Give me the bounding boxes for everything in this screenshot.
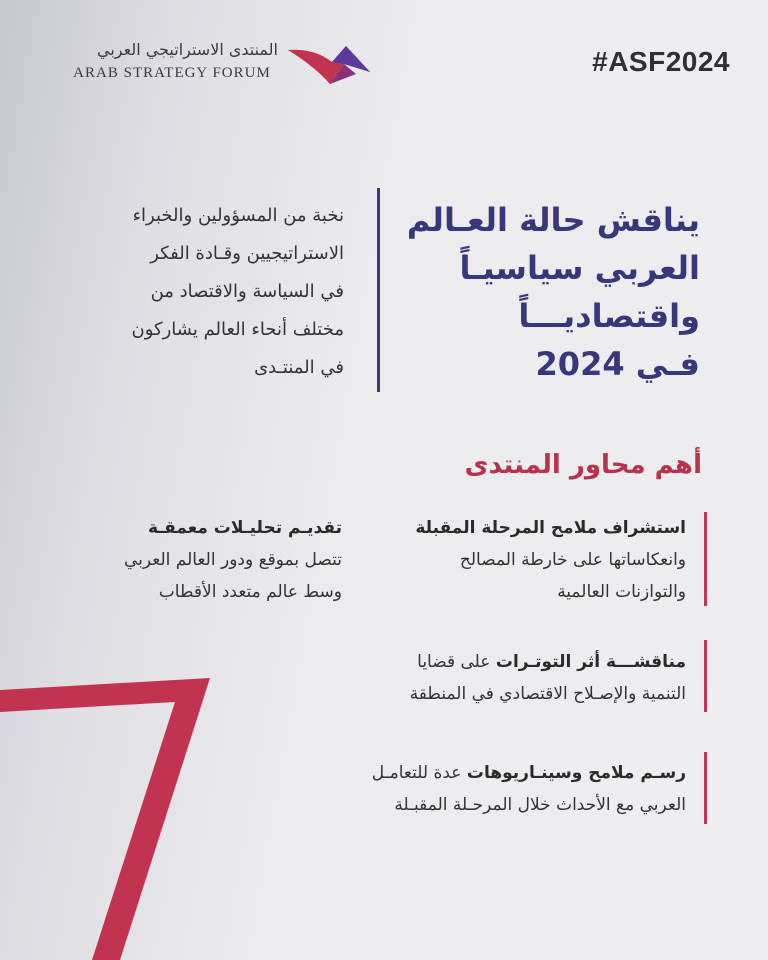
forum-logo-icon (284, 44, 374, 88)
topic-line: وسط عالم متعدد الأقطاب (158, 582, 342, 602)
headline-line: فـي 2024 (535, 345, 700, 383)
section-title: أهم محاور المنتدى (464, 450, 702, 480)
topic-item (60, 512, 342, 608)
headline-line: يناقش حالة العـالم (406, 201, 700, 239)
topic-heading: رسـم ملامح وسينـاريوهات (466, 763, 686, 783)
topic-item (300, 646, 686, 710)
topic-accent-bar (704, 640, 707, 712)
chevron-stroke (0, 678, 210, 960)
topic-accent-bar (704, 512, 707, 606)
topic-line: وانعكاساتها على خارطة المصالح (459, 550, 686, 570)
topic-accent-bar (704, 752, 707, 824)
topic-heading: تقديـم تحليـلات معمقـة (148, 518, 342, 538)
intro-line: نخبة من المسؤولين والخبراء (132, 205, 344, 226)
topic-heading: مناقشـــة أثر التوتـرات (495, 652, 686, 672)
headline-line: العربي سياسيـاً (459, 249, 700, 287)
topic-heading: استشراف ملامح المرحلة المقبلة (415, 518, 686, 538)
topic-line: التنمية والإصـلاح الاقتصادي في المنطقة (409, 684, 686, 704)
headline-line: واقتصاديـــاً (518, 297, 700, 335)
logo-english-text: ARAB STRATEGY FORUM (73, 65, 271, 81)
topic-heading-rest: على قضايا (417, 652, 491, 672)
headline-divider (377, 188, 380, 392)
topic-item (380, 512, 686, 608)
headline (400, 196, 700, 388)
logo-arabic-text: المنتدى الاستراتيجي العربي (97, 40, 278, 59)
intro-line: في السياسة والاقتصاد من (150, 281, 344, 302)
topic-line: تتصل بموقع ودور العالم العربي (124, 550, 342, 570)
intro-line: الاستراتيجيين وقـادة الفكر (150, 243, 344, 264)
intro-line: مختلف أنحاء العالم يشاركون (131, 319, 344, 340)
topic-item (300, 757, 686, 821)
topic-heading-rest: عدة للتعامـل (371, 763, 462, 783)
intro-line: في المنتـدى (254, 357, 344, 378)
topic-line: العربي مع الأحداث خلال المرحـلة المقبـلة (394, 795, 686, 815)
hashtag: #ASF2024 (592, 46, 730, 77)
intro-paragraph (60, 197, 344, 387)
topic-line: والتوازنات العالمية (557, 582, 686, 602)
